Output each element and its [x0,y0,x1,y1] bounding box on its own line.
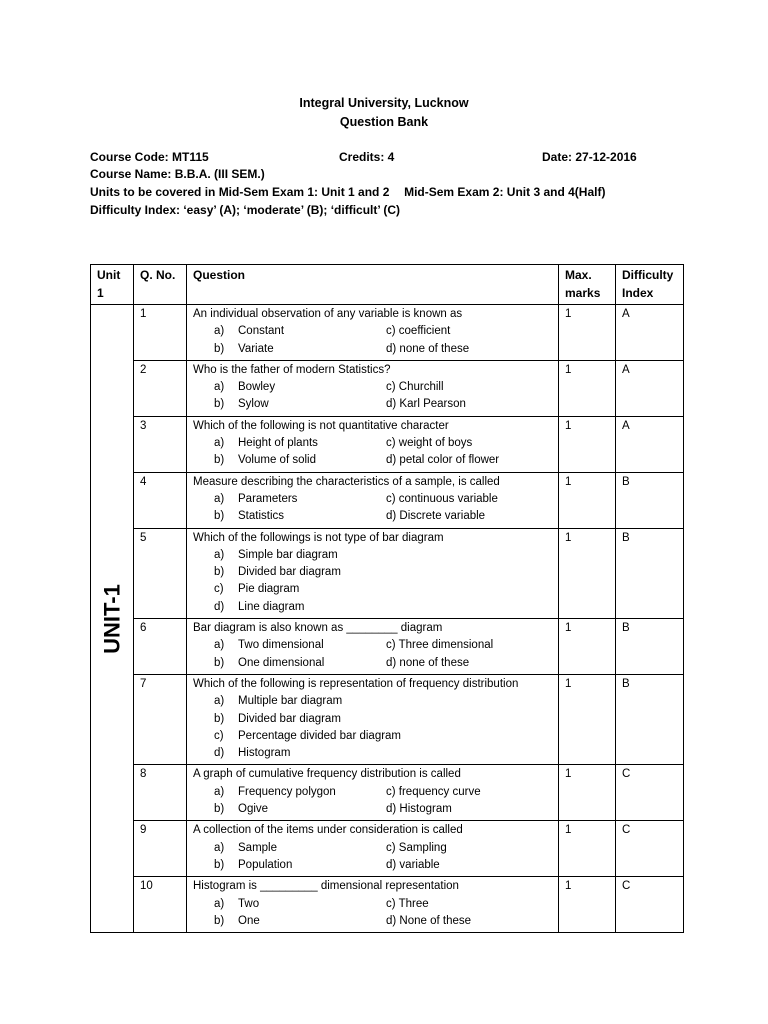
option-letter: b) [214,914,225,927]
header-question: Question [187,265,559,305]
option-letter: d) [214,747,225,760]
option-line [214,323,554,340]
options-list [193,491,554,526]
option-line [214,452,554,469]
options-list [193,435,554,470]
question-text: Which of the following is representation of frequency distribution [193,677,519,690]
option-line [214,728,554,745]
table-row [91,416,684,472]
option-text-alt: c) Three dimensional [386,639,494,652]
question-cell [187,528,559,618]
option-text: Sample [238,841,277,854]
question-number: 5 [134,528,187,618]
option-text-alt: d) variable [386,858,440,871]
option-text: Bowley [238,381,276,394]
question-number: 8 [134,765,187,821]
max-marks: 1 [559,528,616,618]
option-text: Sylow [238,398,269,411]
option-text-alt: d) none of these [386,342,470,355]
question-cell [187,674,559,764]
option-text: Statistics [238,510,285,523]
options-list [193,693,554,762]
option-line [214,711,554,728]
option-text: Constant [238,325,285,338]
question-text: Histogram is _________ dimensional representation [193,880,459,893]
course-name: Course Name: B.B.A. (III SEM.) [90,167,265,181]
option-text: Ogive [238,803,269,816]
table-row [91,528,684,618]
option-text: Percentage divided bar diagram [238,729,402,742]
option-line [214,396,554,413]
option-text-alt: d) Karl Pearson [386,398,466,411]
difficulty-index: C [616,877,684,933]
question-text: Which of the following is not quantitative character [193,419,449,432]
header-qno: Q. No. [134,265,187,305]
university-name: Integral University, Lucknow [299,96,469,110]
max-marks: 1 [559,619,616,675]
option-line [214,581,554,598]
table-row [91,360,684,416]
max-marks: 1 [559,472,616,528]
option-line [214,857,554,874]
option-line [214,655,554,672]
max-marks: 1 [559,674,616,764]
options-list [193,637,554,672]
difficulty-index: C [616,821,684,877]
option-text-alt: c) frequency curve [386,785,481,798]
question-cell [187,877,559,933]
option-line [214,435,554,452]
option-line [214,547,554,564]
difficulty-index: C [616,765,684,821]
max-marks: 1 [559,360,616,416]
options-list [193,784,554,819]
option-line [214,599,554,616]
option-letter: a) [214,841,225,854]
option-text: One [238,914,260,927]
question-text: An individual observation of any variable is known as [193,308,463,320]
option-letter: b) [214,398,225,411]
date: Date: 27-12-2016 [542,150,637,164]
question-number: 2 [134,360,187,416]
question-text: A collection of the items under consideration is called [193,824,463,837]
question-text: Which of the followings is not type of bar diagram [193,531,444,544]
option-line [214,564,554,581]
question-text: Bar diagram is also known as ________ diagram [193,622,443,635]
option-text: Divided bar diagram [238,712,341,725]
question-cell [187,472,559,528]
question-number: 4 [134,472,187,528]
units-midsem-2: Mid-Sem Exam 2: Unit 3 and 4(Half) [404,185,606,199]
option-line [214,840,554,857]
table-row [91,674,684,764]
question-number: 6 [134,619,187,675]
option-letter: a) [214,492,225,505]
question-number: 1 [134,305,187,361]
table-row [91,472,684,528]
option-line [214,784,554,801]
max-marks: 1 [559,765,616,821]
question-number: 9 [134,821,187,877]
option-letter: b) [214,454,225,467]
difficulty-index-legend: Difficulty Index: ‘easy’ (A); ‘moderate’ (B); ‘difficult’ (C) [90,203,401,217]
question-number: 3 [134,416,187,472]
option-letter: c) [214,583,224,596]
difficulty-index: B [616,528,684,618]
option-text: Histogram [238,747,291,760]
question-text: Measure describing the characteristics of a sample, is called [193,475,500,488]
table-row [91,877,684,933]
option-text-alt: c) continuous variable [386,492,498,505]
options-list [193,840,554,875]
question-cell [187,416,559,472]
option-text: Height of plants [238,437,318,450]
option-line [214,508,554,525]
options-list [193,896,554,931]
unit-label-cell [91,305,134,933]
question-number: 10 [134,877,187,933]
header-unit: Unit 1 [91,265,134,305]
option-text-alt: d) Discrete variable [386,510,486,523]
difficulty-index: B [616,619,684,675]
option-letter: b) [214,712,225,725]
difficulty-index: A [616,416,684,472]
option-letter: d) [214,600,225,613]
option-line [214,637,554,654]
option-text-alt: c) Three [386,897,429,910]
credits: Credits: 4 [339,150,395,164]
option-letter: c) [214,729,224,742]
difficulty-index: A [616,360,684,416]
option-text-alt: c) Sampling [386,841,447,854]
question-table [90,264,684,933]
option-line [214,693,554,710]
option-text-alt: c) Churchill [386,381,444,394]
question-cell [187,821,559,877]
max-marks: 1 [559,305,616,361]
table-row [91,765,684,821]
question-number: 7 [134,674,187,764]
table-row [91,619,684,675]
units-line [90,185,605,199]
difficulty-index: B [616,674,684,764]
option-letter: a) [214,639,225,652]
option-letter: b) [214,858,225,871]
option-text: One dimensional [238,656,325,669]
option-text-alt: c) weight of boys [386,437,473,450]
options-list [193,323,554,358]
option-letter: a) [214,785,225,798]
option-text: Parameters [238,492,298,505]
question-cell [187,619,559,675]
option-line [214,491,554,508]
units-midsem-1: Units to be covered in Mid-Sem Exam 1: Unit 1 and 2 [90,185,390,199]
option-line [214,801,554,818]
option-text: Population [238,858,293,871]
header-max-marks: Max. marks [559,265,616,305]
option-letter: a) [214,695,225,708]
option-line [214,341,554,358]
question-text: A graph of cumulative frequency distribution is called [193,768,461,781]
option-letter: a) [214,548,225,561]
option-text: Simple bar diagram [238,548,338,561]
option-letter: a) [214,381,225,394]
unit-label: UNIT-1 [99,583,125,654]
document-title: Question Bank [339,115,429,129]
option-text: Two [238,897,260,910]
question-cell [187,305,559,361]
option-letter: b) [214,566,225,579]
option-letter: b) [214,510,225,523]
options-list [193,547,554,616]
option-letter: a) [214,897,225,910]
option-line [214,913,554,930]
option-text-alt: d) none of these [386,656,470,669]
option-text-alt: d) Histogram [386,803,452,816]
question-cell [187,765,559,821]
max-marks: 1 [559,877,616,933]
option-text: Variate [238,342,274,355]
option-text: Two dimensional [238,639,324,652]
option-line [214,745,554,762]
option-text-alt: d) petal color of flower [386,454,500,467]
option-letter: b) [214,803,225,816]
option-letter: a) [214,325,225,338]
table-header-row [91,265,684,305]
max-marks: 1 [559,821,616,877]
option-text-alt: c) coefficient [386,325,451,338]
table-row [91,821,684,877]
max-marks: 1 [559,416,616,472]
difficulty-index: A [616,305,684,361]
option-text: Pie diagram [238,583,300,596]
option-text: Divided bar diagram [238,566,341,579]
option-letter: b) [214,342,225,355]
course-code: Course Code: MT115 [90,150,209,164]
question-text: Who is the father of modern Statistics? [193,363,391,376]
option-text: Volume of solid [238,454,316,467]
option-text: Line diagram [238,600,305,613]
option-text-alt: d) None of these [386,914,472,927]
question-rows [91,305,684,933]
table-row [91,305,684,361]
options-list [193,379,554,414]
option-letter: b) [214,656,225,669]
question-cell [187,360,559,416]
header-difficulty: Difficulty Index [616,265,684,305]
option-line [214,896,554,913]
option-text: Frequency polygon [238,785,336,798]
option-letter: a) [214,437,225,450]
option-line [214,379,554,396]
option-text: Multiple bar diagram [238,695,343,708]
difficulty-index: B [616,472,684,528]
